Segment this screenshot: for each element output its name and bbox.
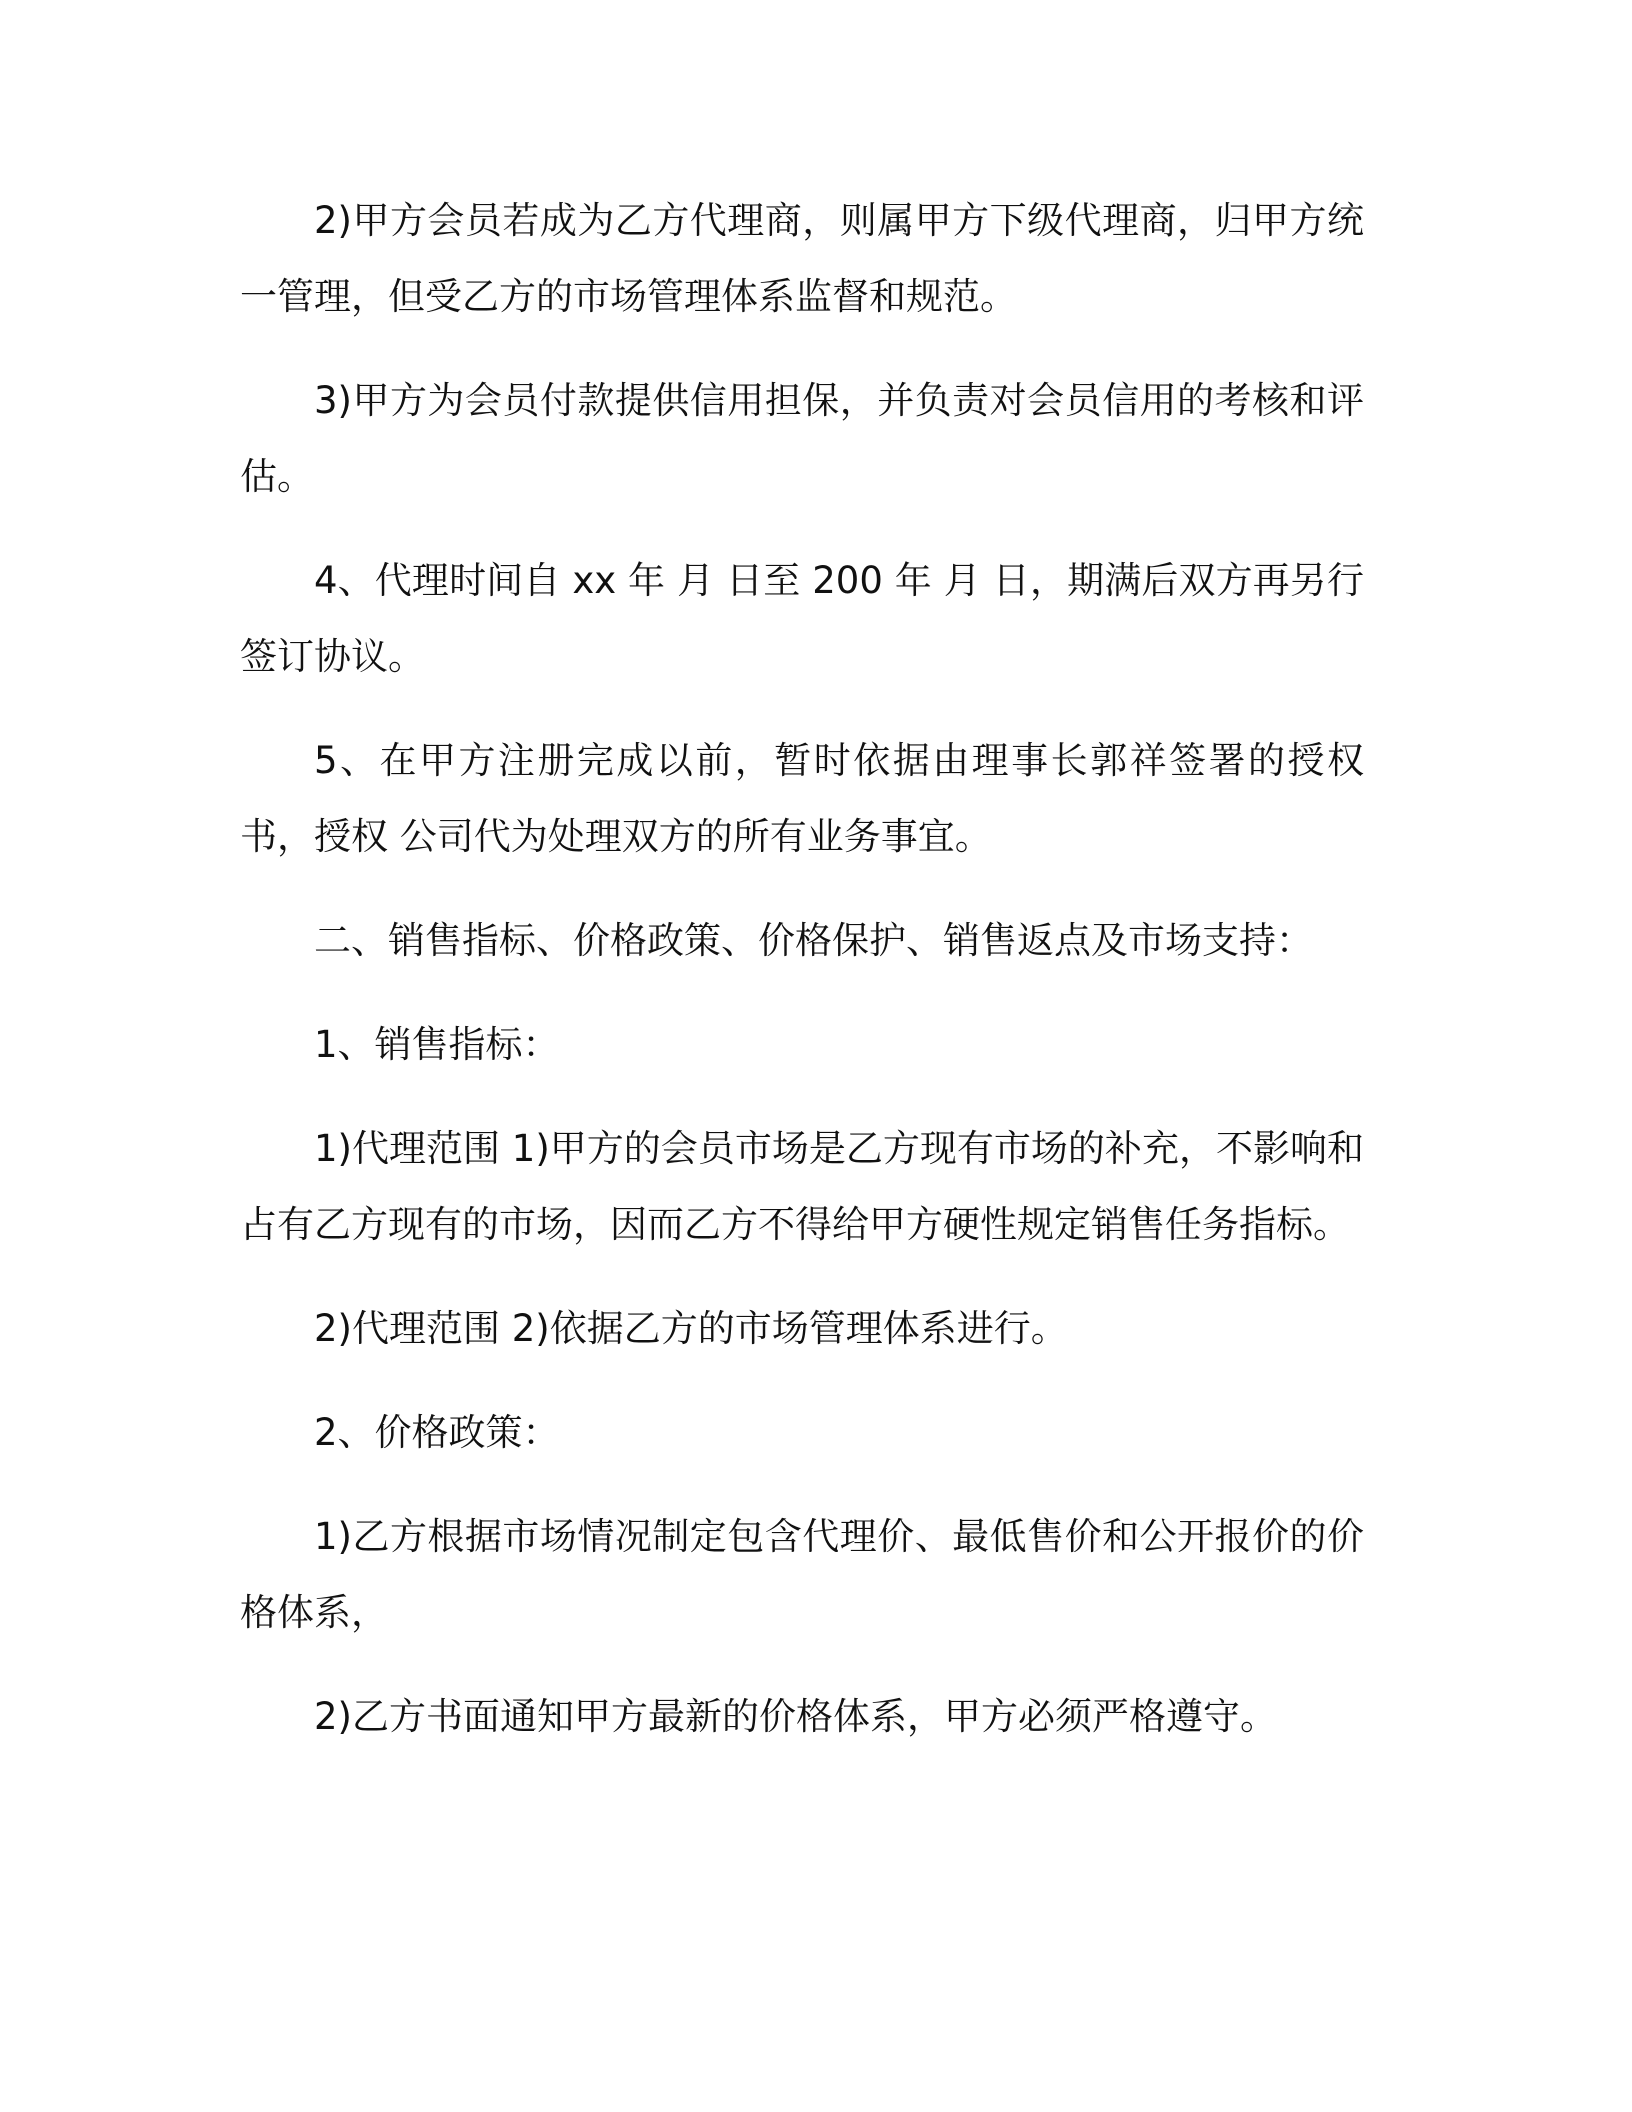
paragraph-price-system: 1)乙方根据市场情况制定包含代理价、最低售价和公开报价的价格体系， [240, 1515, 1364, 1634]
paragraph-agency-scope-1: 1)代理范围 1)甲方的会员市场是乙方现有市场的补充，不影响和占有乙方现有的市场，因而乙方不得给甲方硬性规定销售任务指标。 [240, 1127, 1364, 1246]
paragraph-agency-scope-2: 2)代理范围 2)依据乙方的市场管理体系进行。 [314, 1307, 1068, 1350]
paragraph-agency-period: 4、代理时间自 xx 年 月 日至 200 年 月 日，期满后双方再另行签订协议。 [240, 559, 1364, 678]
subheading-sales-targets: 1、销售指标： [314, 1023, 560, 1066]
paragraph-price-notice: 2)乙方书面通知甲方最新的价格体系，甲方必须严格遵守。 [314, 1695, 1277, 1738]
paragraph-member-agent: 2)甲方会员若成为乙方代理商，则属甲方下级代理商，归甲方统一管理，但受乙方的市场管理体系监督和规范。 [240, 199, 1364, 318]
paragraph-authorization: 5、在甲方注册完成以前，暂时依据由理事长郭祥签署的授权书，授权 公司代为处理双方的所有业务事宜。 [240, 739, 1364, 858]
paragraph-credit-guarantee: 3)甲方为会员付款提供信用担保，并负责对会员信用的考核和评估。 [240, 379, 1364, 498]
section-heading-sales: 二、销售指标、价格政策、价格保护、销售返点及市场支持： [314, 919, 1313, 962]
document-body [240, 183, 1364, 1783]
subheading-price-policy: 2、价格政策： [314, 1411, 560, 1454]
